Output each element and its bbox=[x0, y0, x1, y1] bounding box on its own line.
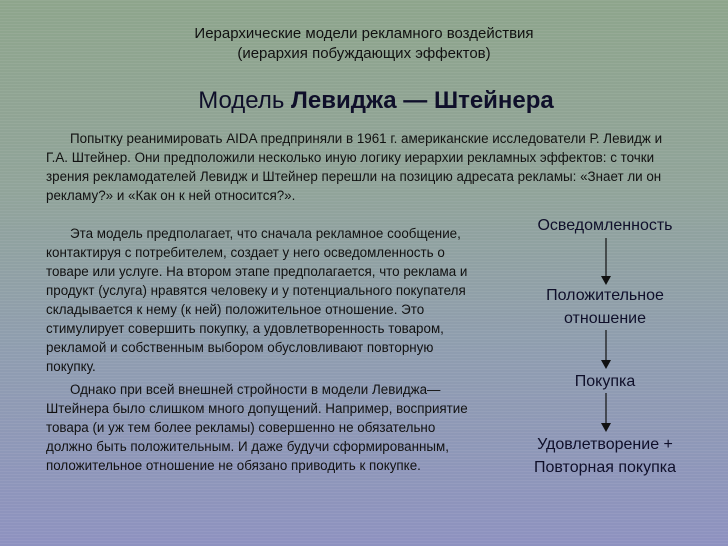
step-purchase-label: Покупка bbox=[574, 373, 636, 390]
step-positive-attitude bbox=[515, 284, 695, 330]
arrow-down-icon bbox=[596, 393, 616, 433]
step-awareness-label: Осведомленность bbox=[537, 217, 673, 234]
paragraph-critique: Однако при всей внешней стройности в модели Левиджа—Штейнера было слишком много допущений. Например, восприятие товара (и уж тем более рекламы) совершенно не обязательно должно быть положительным. И даже будучи сформированным, положительное отношение не обязано приводить к покупке. bbox=[46, 382, 468, 473]
title-prefix: Модель bbox=[198, 87, 292, 114]
step-satisfaction-repurchase bbox=[515, 433, 695, 479]
step-purchase bbox=[515, 370, 695, 393]
title-bold: Левиджа — Штейнера bbox=[291, 87, 554, 114]
arrow-down-icon bbox=[596, 238, 616, 286]
slide-header bbox=[0, 24, 728, 64]
step-satisfaction-line-2: Повторная покупка bbox=[534, 459, 676, 476]
paragraph-model: Эта модель предполагает, что сначала рекламное сообщение, контактируя с потребителем, создает у него осведомленность о товаре или услуге. На втором этапе предполагается, что реклама и продукт (услуга) нравятся человеку и у потенциального покупателя складывается к нему (к ней) положительное отношение. Это стимулирует совершить покупку, а удовлетворенность товаром, рекламой и собственным выбором обусловливают повторную покупку. bbox=[46, 226, 468, 374]
step-positive-attitude-line-2: отношение bbox=[563, 310, 646, 327]
header-line-1: Иерархические модели рекламного воздействия bbox=[194, 25, 534, 42]
step-awareness bbox=[515, 214, 695, 237]
step-satisfaction-line-1: Удовлетворение + bbox=[537, 436, 673, 453]
header-line-2: (иерархия побуждающих эффектов) bbox=[237, 45, 491, 62]
arrow-down-icon bbox=[596, 330, 616, 370]
step-positive-attitude-line-1: Положительное bbox=[546, 287, 664, 304]
slide-title bbox=[0, 86, 728, 116]
paragraph-intro: Попытку реанимировать AIDA предприняли в 1961 г. американские исследователи Р. Левидж и Г.А. Штейнер. Они предположили несколько иную логику иерархии рекламных эффектов: с точки зрения рекламодателей Левидж и Штейнер перешли на позицию адресата рекламы: «Знает ли он рекламу?» и «Как он к ней относится?». bbox=[46, 131, 663, 203]
